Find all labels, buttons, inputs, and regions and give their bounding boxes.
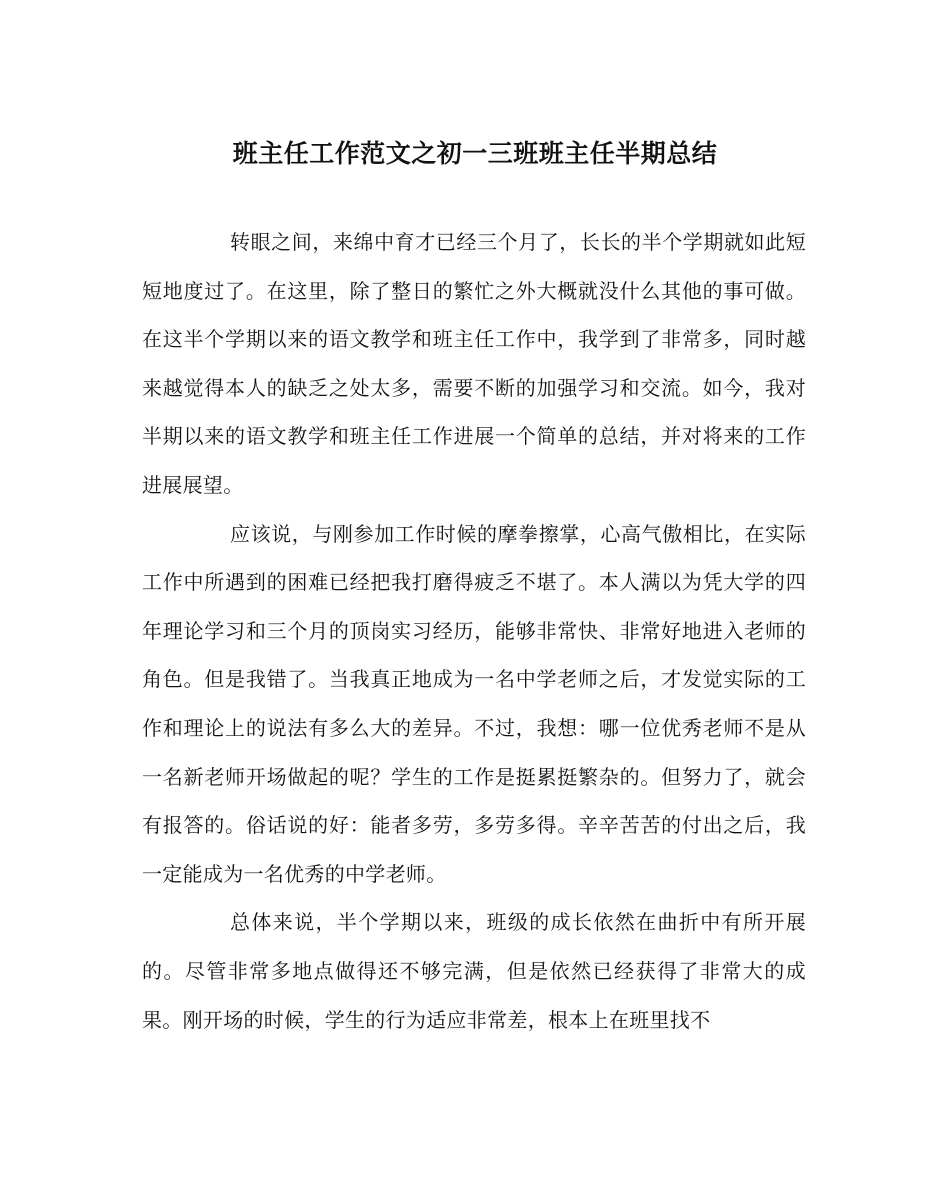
document-body (142, 218, 806, 1044)
document-title: 班主任工作范文之初一三班班主任半期总结 (232, 139, 718, 168)
paragraph-2: 应该说，与刚参加工作时候的摩拳擦掌，心高气傲相比，在实际工作中所遇到的困难已经把我打磨得疲乏不堪了。本人满以为凭大学的四年理论学习和三个月的顶岗实习经历，能够非常快、非常好地进入老师的角色。但是我错了。当我真正地成为一名中学老师之后，才发觉实际的工作和理论上的说法有多么大的差异。不过，我想：哪一位优秀老师不是从一名新老师开场做起的呢？学生的工作是挺累挺繁杂的。但努力了，就会有报答的。俗话说的好：能者多劳，多劳多得。辛辛苦苦的付出之后，我一定能成为一名优秀的中学老师。 (142, 521, 806, 886)
paragraph-1: 转眼之间，来绵中育才已经三个月了，长长的半个学期就如此短短地度过了。在这里，除了整日的繁忙之外大概就没什么其他的事可做。在这半个学期以来的语文教学和班主任工作中，我学到了非常多，同时越来越觉得本人的缺乏之处太多，需要不断的加强学习和交流。如今，我对半期以来的语文教学和班主任工作进展一个简单的总结，并对将来的工作进展展望。 (142, 230, 806, 497)
paragraph-3: 总体来说，半个学期以来，班级的成长依然在曲折中有所开展的。尽管非常多地点做得还不够完满，但是依然已经获得了非常大的成果。刚开场的时候，学生的行为适应非常差，根本上在班里找不 (142, 910, 806, 1032)
